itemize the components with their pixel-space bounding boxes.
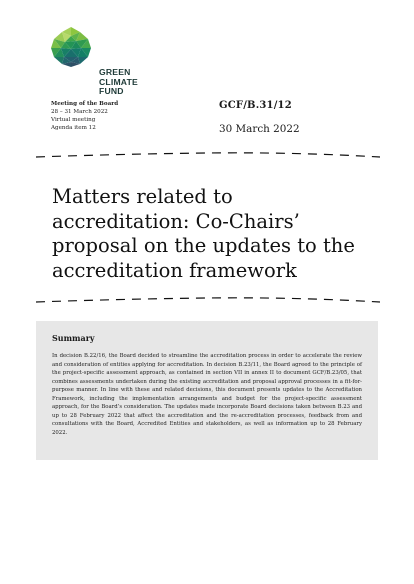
meeting-mode: Virtual meeting: [51, 117, 96, 123]
summary-text: In decision B.22/16, the Board decided to streamline the accreditation process in order to accelerate the review and consideration of entities applying for accreditation. In decision B.23/11, the Board agreed to the principle of the project-specific assessment approach, as contained in section VII in annex II to document GCF/B.23/05, that combines assessments undertaken during the existing accreditation and proposal approval processes in a fit-for-purpose manner. In line with these and related decisions, this document presents updates to the Accreditation Framework, including the implementation arrangements and budget for the project-specific assessment approach, for the Board’s consideration. The updates made incorporate Board decisions taken between B.23 and up to 28 February 2022 that affect the accreditation and the re-accreditation processes, feedback from and consultations with the Board, Accredited Entities and stakeholders, as well as information up to 28 February 2022.: [52, 353, 362, 436]
summary-box: [36, 321, 378, 460]
logo-line: GREEN: [99, 67, 131, 77]
logo-line: FUND: [99, 86, 124, 97]
document-date: 30 March 2022: [219, 123, 300, 135]
logo-line: CLIMATE: [99, 76, 138, 87]
document-info: [219, 100, 300, 135]
document-title: Matters related to accreditation: Co-Chairs’ proposal on the updates to the accreditation framework: [52, 185, 355, 282]
decorative-dashed-wave-top: [36, 150, 380, 160]
document-number: GCF/B.31/12: [219, 100, 292, 111]
meeting-heading: Meeting of the Board: [51, 101, 119, 107]
meeting-dates: 28 – 31 March 2022: [51, 109, 108, 115]
logo-wordmark: [99, 68, 138, 97]
gcf-logo: [50, 26, 140, 97]
green-climate-fund-logo-icon: [50, 26, 92, 68]
summary-heading: Summary: [52, 333, 95, 343]
agenda-item: Agenda item 12: [51, 125, 96, 131]
meeting-info: [51, 100, 118, 132]
decorative-dashed-wave-bottom: [36, 295, 380, 305]
